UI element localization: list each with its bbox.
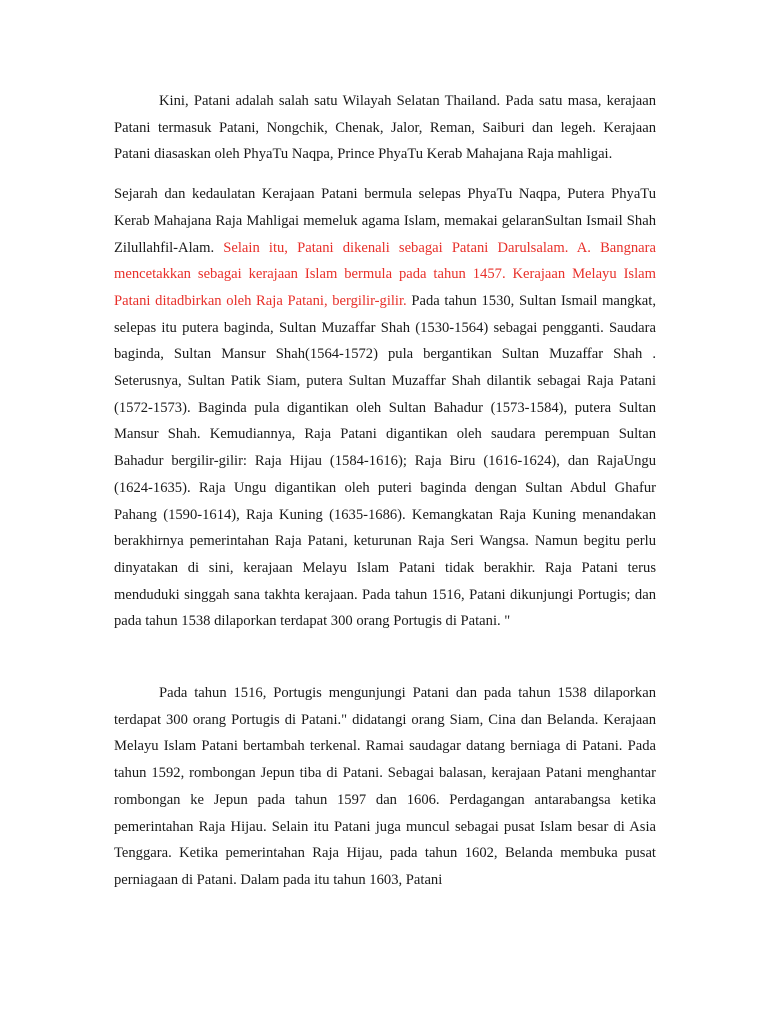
document-page [114, 88, 656, 894]
paragraph-trade: Pada tahun 1516, Portugis mengunjungi Patani dan pada tahun 1538 dilaporkan terdapat 300 orang Portugis di Patani." didatangi orang Siam, Cina dan Belanda. Kerajaan Melayu Islam Patani bertambah terkenal. Ramai saudagar datang berniaga di Patani. Pada tahun 1592, rombongan Jepun tiba di Patani. Sebagai balasan, kerajaan Patani menghantar rombongan ke Jepun pada tahun 1597 dan 1606. Perdagangan antarabangsa ketika pemerintahan Raja Hijau. Selain itu Patani juga muncul sebagai pusat Islam besar di Asia Tenggara. Ketika pemerintahan Raja Hijau, pada tahun 1602, Belanda membuka pusat perniagaan di Patani. Dalam pada itu tahun 1603, Patani [114, 685, 656, 888]
highlighted-text: Selain itu, Patani dikenali sebagai Patani Darulsalam. A. Bangnara mencetakkan sebagai kerajaan Islam bermula pada tahun 1457. Kerajaan Melayu Islam Patani ditadbirkan oleh Raja Patani, bergilir-gilir. [114, 239, 656, 309]
paragraph-history [114, 181, 656, 635]
history-text-start: Sejarah dan kedaulatan Kerajaan Patani bermula selepas PhyaTu Naqpa, Putera PhyaTu Kerab Mahajana Raja Mahligai memeluk agama Islam, memakai gelaranSultan Ismail Shah Zilullahfil-Alam. [114, 186, 656, 256]
paragraph-intro: Kini, Patani adalah salah satu Wilayah Selatan Thailand. Pada satu masa, kerajaan Patani termasuk Patani, Nongchik, Chenak, Jalor, Reman, Saiburi dan legeh. Kerajaan Patani diasaskan oleh PhyaTu Naqpa, Prince PhyaTu Kerab Mahajana Raja mahligai. [114, 93, 656, 163]
history-text-end: Pada tahun 1530, Sultan Ismail mangkat, selepas itu putera baginda, Sultan Muzaffar Shah (1530-1564) sebagai pengganti. Saudara baginda, Sultan Mansur Shah(1564-1572) pula bergantikan Sultan Muzaffar Shah . Seterusnya, Sultan Patik Siam, putera Sultan Muzaffar Shah dilantik sebagai Raja Patani (1572-1573). Baginda pula digantikan oleh Sultan Bahadur (1573-1584), putera Sultan Mansur Shah. Kemudiannya, Raja Patani digantikan oleh saudara perempuan Sultan Bahadur bergilir-gilir: Raja Hijau (1584-1616); Raja Biru (1616-1624), dan RajaUngu (1624-1635). Raja Ungu digantikan oleh puteri baginda dengan Sultan Abdul Ghafur Pahang (1590-1614), Raja Kuning (1635-1686). Kemangkatan Raja Kuning menandakan berakhirnya pemerintahan Raja Patani, keturunan Raja Seri Wangsa. Namun begitu perlu dinyatakan di sini, kerajaan Melayu Islam Patani tidak berakhir. Raja Patani terus menduduki singgah sana takhta kerajaan. Pada tahun 1516, Patani dikunjungi Portugis; dan pada tahun 1538 dilaporkan terdapat 300 orang Portugis di Patani. " [114, 292, 656, 630]
